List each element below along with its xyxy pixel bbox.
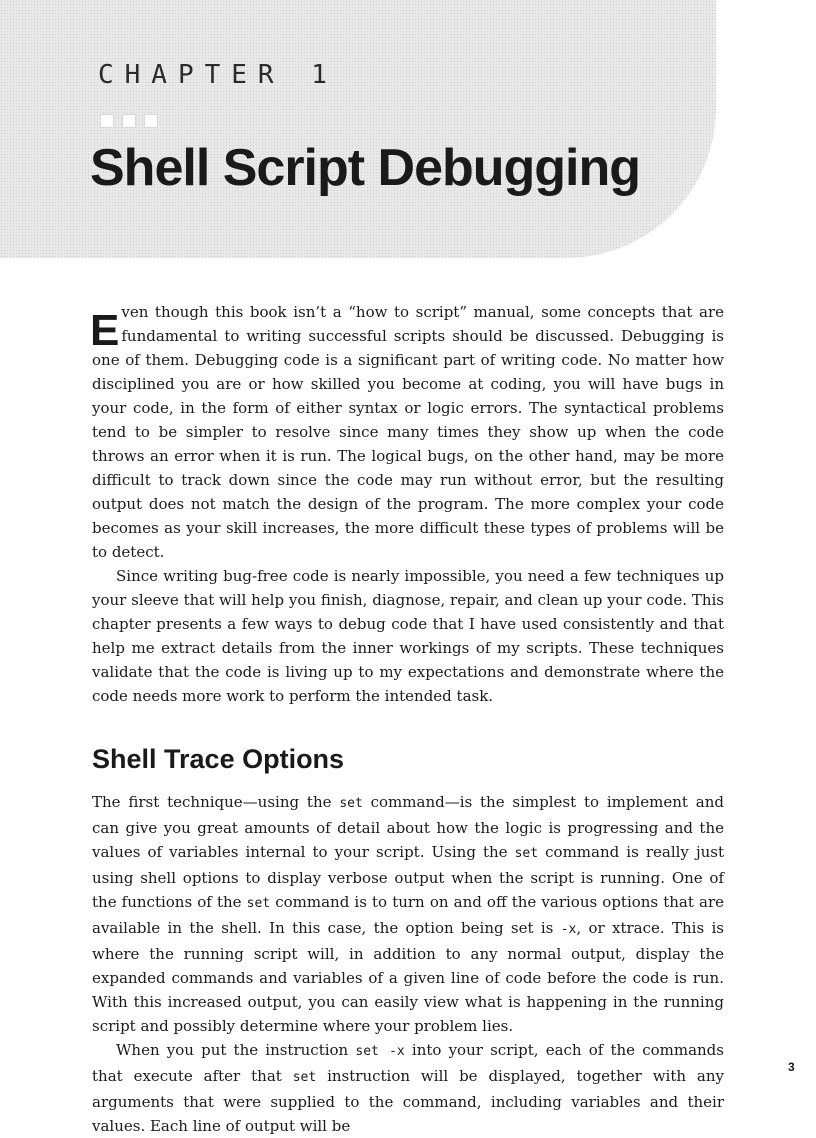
ornament-square — [100, 114, 114, 128]
chapter-label: CHAPTER 1 — [98, 60, 338, 90]
text-run: When you put the instruction — [116, 1041, 356, 1059]
ornament-square — [122, 114, 136, 128]
chapter-title: Shell Script Debugging — [90, 139, 641, 197]
page-number: 3 — [788, 1060, 795, 1074]
inline-code: set — [246, 896, 271, 911]
section-heading: Shell Trace Options — [92, 744, 345, 774]
chapter-ornament — [100, 114, 158, 128]
inline-code: set — [514, 846, 539, 861]
section-paragraph-1 — [92, 790, 724, 1038]
text-run: command is really just using shell options to display verbose output when the script is running. One of the functions of the — [92, 843, 724, 911]
text-run: , or xtrace. This is where the running script will, in addition to any normal output, display the expanded commands and variables of a given line of code before the code is run. With this increased output, you can easily view what is happening in the running script and possibly determine where your problem lies. — [92, 919, 724, 1035]
section-paragraph-2 — [92, 1038, 724, 1138]
inline-code: set — [339, 796, 363, 811]
text-run: command is to turn on and off the various options that are available in the shell. In this case, the option being set is — [92, 893, 724, 937]
text-run: into your script, each of the commands that execute after that — [92, 1041, 724, 1085]
chapter-header-band — [0, 0, 716, 258]
ornament-square — [144, 114, 158, 128]
intro-paragraph-1 — [92, 300, 724, 564]
inline-code: -x — [560, 922, 577, 937]
chapter-body — [92, 300, 724, 1138]
intro-paragraph-2: Since writing bug-free code is nearly impossible, you need a few techniques up your sleeve that will help you finish, diagnose, repair, and clean up your code. This chapter presents a few ways to debug code that I have used consistently and that help me extract details from the inner workings of my scripts. These techniques validate that the code is living up to my expectations and demonstrate where the code needs more work to perform the intended task. — [92, 567, 724, 705]
text-run: command—is the simplest to implement and can give you great amounts of detail about how the logic is progressing and the values of variables internal to your script. Using the — [92, 793, 724, 861]
text-run: instruction will be displayed, together with any arguments that were supplied to the command, including variables and their values. Each line of output will be — [92, 1067, 725, 1135]
inline-code: set -x — [355, 1044, 405, 1059]
inline-code: set — [292, 1070, 317, 1085]
drop-cap: E — [90, 306, 120, 355]
intro-paragraph-1-text: ven though this book isn’t a “how to script” manual, some concepts that are fundamental to writing successful scripts should be discussed. Debugging is one of them. Debugging code is a significant part of writing code. No matter how disciplined you are or how skilled you become at coding, you will have bugs in your code, in the form of either syntax or logic errors. The syntactical problems tend to be simpler to resolve since many times they show up when the code throws an error when it is run. The logical bugs, on the other hand, may be more difficult to track down since the code may run without error, but the resulting output does not match the design of the program. The more complex your code becomes as your skill increases, the more difficult these types of problems will be to detect. — [92, 303, 724, 561]
text-run: The first technique—using the — [92, 793, 340, 811]
